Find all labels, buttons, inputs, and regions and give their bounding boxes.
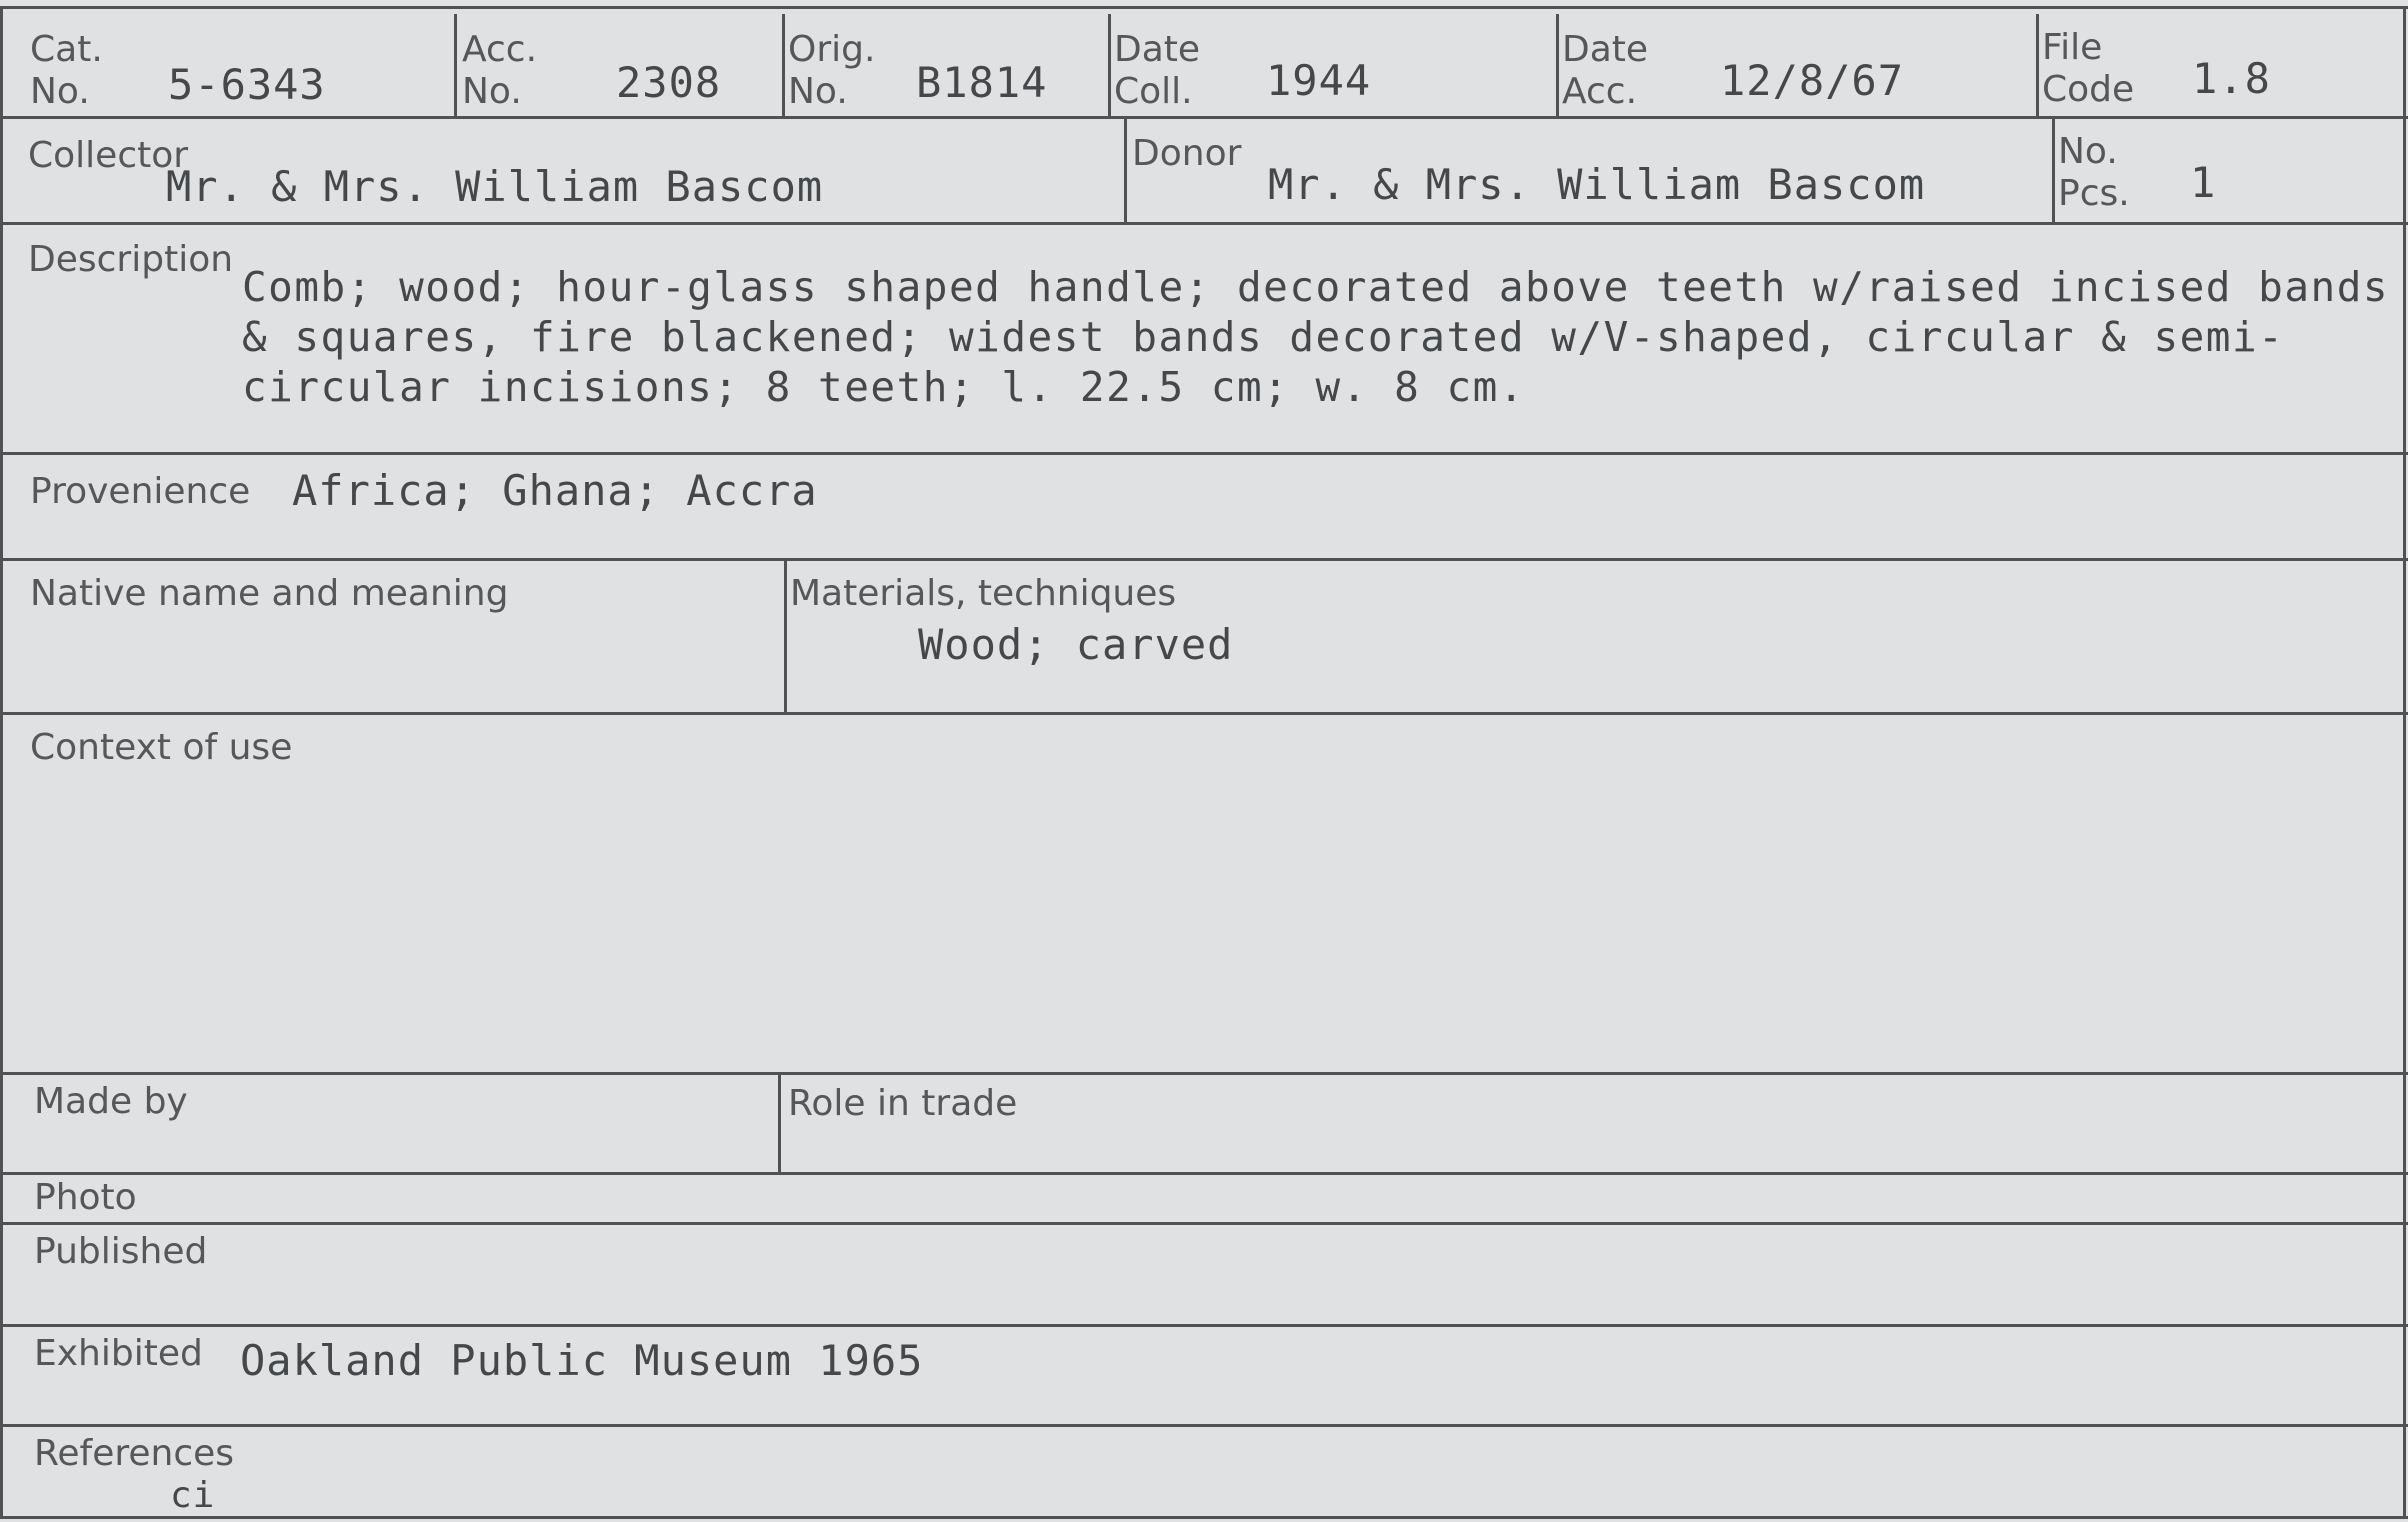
left-border xyxy=(0,6,3,1518)
native-name-label: Native name and meaning xyxy=(30,573,509,614)
context-of-use-label: Context of use xyxy=(30,727,293,768)
orig-label: Orig. xyxy=(788,29,876,70)
references-value: ci xyxy=(170,1475,216,1516)
donor-label: Donor xyxy=(1132,133,1242,174)
vdiv-collector-donor xyxy=(1124,118,1127,224)
exhibited-label: Exhibited xyxy=(34,1333,203,1374)
pcs-label: No. xyxy=(2058,131,2118,172)
collector-label: Collector xyxy=(28,135,189,176)
file-code-label-2: Code xyxy=(2042,69,2135,110)
description-line-1: Comb; wood; hour-glass shaped handle; decorated above teeth w/raised incised bands xyxy=(242,263,2390,311)
made-by-label: Made by xyxy=(34,1081,188,1122)
divider-exhibited xyxy=(0,1424,2408,1427)
photo-label: Photo xyxy=(34,1177,137,1218)
divider-madeby xyxy=(0,1172,2408,1175)
orig-number: B1814 xyxy=(916,58,1048,107)
description-line-2: & squares, fire blackened; widest bands decorated w/V-shaped, circular & semi- xyxy=(242,313,2285,361)
references-label: References xyxy=(34,1433,235,1474)
bottom-border xyxy=(0,1516,2408,1519)
top-border xyxy=(0,6,2408,9)
materials-label: Materials, techniques xyxy=(790,573,1177,614)
date-acc-label-2: Acc. xyxy=(1562,71,1638,112)
divider-provenience xyxy=(0,558,2408,561)
role-in-trade-label: Role in trade xyxy=(788,1083,1018,1124)
orig-label-no: No. xyxy=(788,71,848,112)
provenience-label: Provenience xyxy=(30,471,251,512)
description-label: Description xyxy=(28,239,234,280)
divider-description xyxy=(0,452,2408,455)
vdiv-cat-acc xyxy=(454,14,457,118)
date-coll-value: 1944 xyxy=(1266,56,1372,105)
vdiv-madeby-role xyxy=(778,1074,781,1174)
date-acc-value: 12/8/67 xyxy=(1720,56,1905,105)
vdiv-datecoll-dateacc xyxy=(1556,14,1559,118)
acc-label: Acc. xyxy=(462,29,538,70)
donor-value: Mr. & Mrs. William Bascom xyxy=(1268,160,1926,209)
description-line-3: circular incisions; 8 teeth; l. 22.5 cm; w. 8 cm. xyxy=(242,363,1526,411)
published-label: Published xyxy=(34,1231,208,1272)
vdiv-donor-pcs xyxy=(2052,118,2055,224)
cat-label: Cat. xyxy=(30,29,103,70)
file-code-label: File xyxy=(2042,27,2103,68)
pcs-label-2: Pcs. xyxy=(2058,173,2130,214)
date-coll-label-2: Coll. xyxy=(1114,71,1193,112)
acc-number: 2308 xyxy=(616,58,722,107)
divider-native xyxy=(0,712,2408,715)
cat-number: 5-6343 xyxy=(168,60,326,109)
file-code-value: 1.8 xyxy=(2192,54,2271,103)
divider-photo xyxy=(0,1222,2408,1225)
divider-published xyxy=(0,1324,2408,1327)
collector-value: Mr. & Mrs. William Bascom xyxy=(166,162,824,211)
right-border xyxy=(2403,6,2406,1518)
date-coll-label: Date xyxy=(1114,29,1201,70)
divider-context xyxy=(0,1072,2408,1075)
vdiv-acc-orig xyxy=(782,14,785,118)
date-acc-label: Date xyxy=(1562,29,1649,70)
vdiv-native-materials xyxy=(784,560,787,714)
provenience-value: Africa; Ghana; Accra xyxy=(292,466,818,515)
divider-header xyxy=(0,116,2408,119)
materials-value: Wood; carved xyxy=(918,620,1234,669)
exhibited-value: Oakland Public Museum 1965 xyxy=(240,1336,924,1385)
pcs-value: 1 xyxy=(2190,158,2217,207)
vdiv-dateacc-file xyxy=(2036,14,2039,118)
cat-label-no: No. xyxy=(30,71,90,112)
divider-row2 xyxy=(0,222,2408,225)
vdiv-orig-datecoll xyxy=(1108,14,1111,118)
acc-label-no: No. xyxy=(462,71,522,112)
